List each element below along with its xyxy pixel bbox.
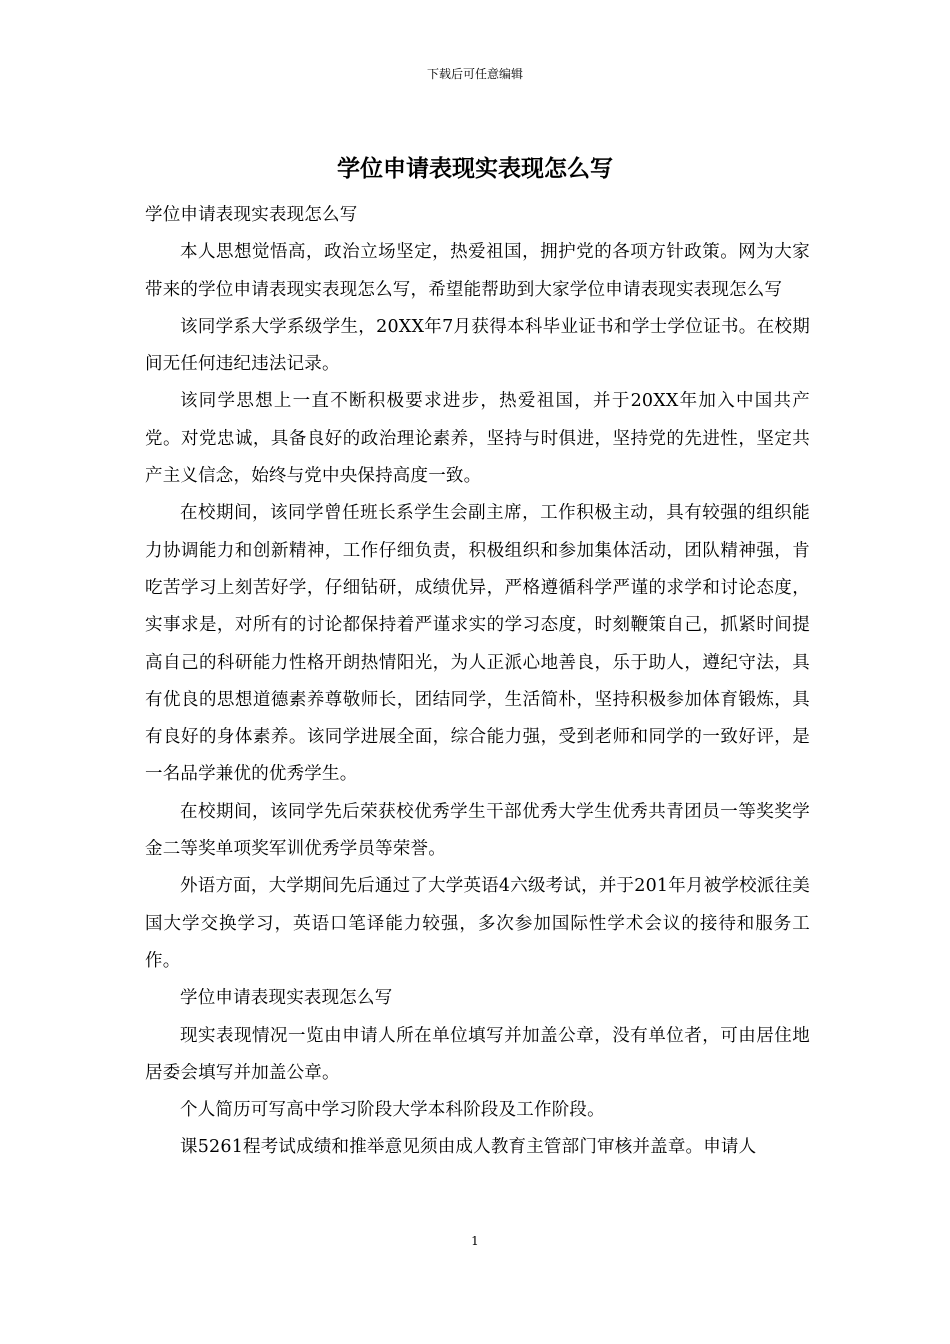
document-title: 学位申请表现实表现怎么写: [337, 155, 613, 182]
paragraph-subtitle: 学位申请表现实表现怎么写: [145, 205, 358, 225]
paragraph: 个人简历可写高中学习阶段大学本科阶段及工作阶段。: [180, 1100, 605, 1121]
paragraph: 在校期间，该同学曾任班长系学生会副主席，工作积极主动，具有较强的组织能力协调能力和创新精神，工作仔细负责，积极组织和参加集体活动，团队精神强，肯吃苦学习上刻苦好学，仔细钻研，成绩优异，严格遵循科学严谨的求学和讨论态度，实事求是，对所有的讨论都保持着严谨求实的学习态度，时刻鞭策自己，抓紧时间提高自己的科研能力性格开朗热情阳光，为人正派心地善良，乐于助人，遵纪守法，具有优良的思想道德素养尊敬师长，团结同学，生活简朴，坚持积极参加体育锻炼，具有良好的身体素养。该同学进展全面，综合能力强，受到老师和同学的一致好评，是一名品学兼优的优秀学生。: [145, 503, 810, 785]
section-heading: 学位申请表现实表现怎么写: [180, 988, 393, 1009]
paragraph: 现实表现情况一览由申请人所在单位填写并加盖公章，没有单位者，可由居住地居委会填写并加盖公章。: [145, 1025, 810, 1083]
paragraph: 该同学系大学系级学生，20XX年7月获得本科毕业证书和学士学位证书。在校期间无任何违纪违法记录。: [145, 316, 810, 375]
page-header-note: 下载后可任意编辑: [426, 67, 523, 81]
paragraph: 本人思想觉悟高，政治立场坚定，热爱祖国，拥护党的各项方针政策。网为大家带来的学位申请表现实表现怎么写，希望能帮助到大家学位申请表现实表现怎么写: [145, 242, 810, 300]
page-number: 1: [471, 1234, 479, 1248]
paragraph: 课5261程考试成绩和推举意见须由成人教育主管部门审核并盖章。申请人: [180, 1137, 757, 1158]
paragraph: 外语方面，大学期间先后通过了大学英语4六级考试，并于201年月被学校派往美国大学交换学习，英语口笔译能力较强，多次参加国际性学术会议的接待和服务工作。: [145, 876, 810, 971]
paragraph: 该同学思想上一直不断积极要求进步，热爱祖国，并于20XX年加入中国共产党。对党忠诚，具备良好的政治理论素养，坚持与时俱进，坚持党的先进性，坚定共产主义信念，始终与党中央保持高度一致。: [145, 391, 810, 487]
paragraph: 在校期间，该同学先后荣获校优秀学生干部优秀大学生优秀共青团员一等奖奖学金二等奖单项奖军训优秀学员等荣誉。: [145, 801, 810, 860]
document-body: [145, 197, 810, 1167]
